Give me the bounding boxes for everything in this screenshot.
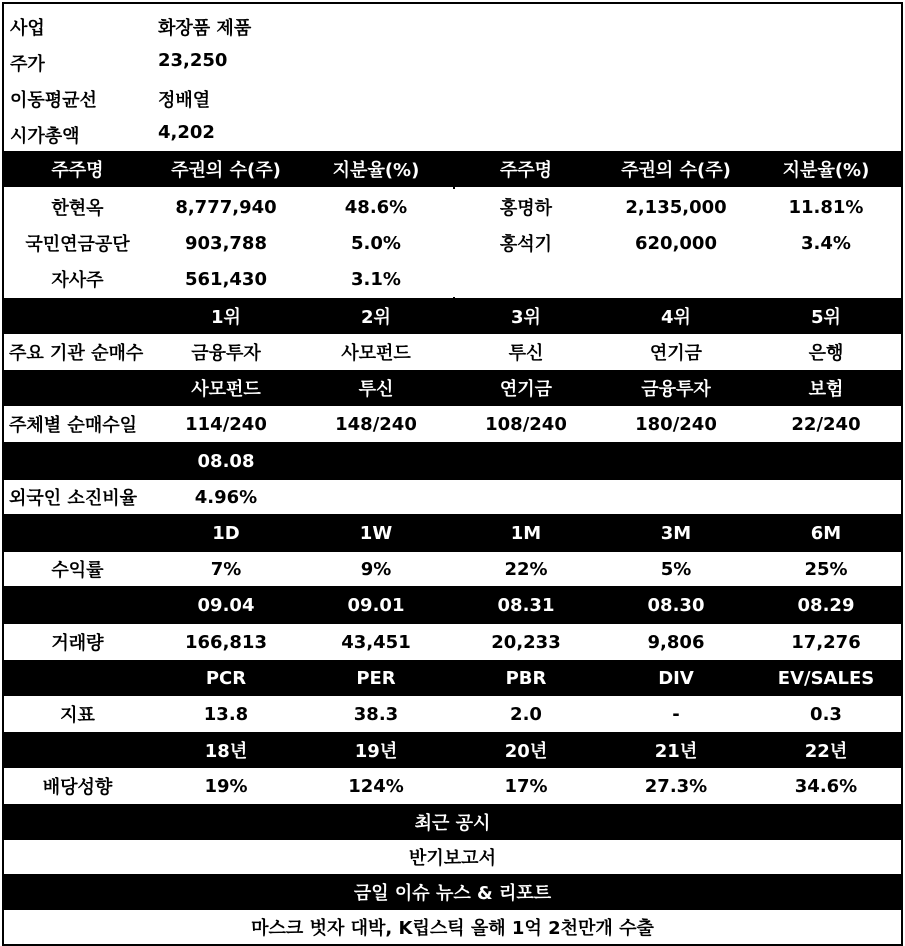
holder-shares: 561,430: [185, 268, 267, 290]
foreign-date: 08.08: [197, 450, 255, 472]
volume-header: 09.04: [197, 594, 255, 616]
news-headline: 마스크 벗자 대박, K립스틱 올해 1억 2천만개 수출: [251, 918, 654, 939]
volume-header-row: [4, 586, 901, 624]
disclosure-header-row: [4, 804, 901, 840]
dividend-header: 22년: [804, 741, 848, 762]
volume-value: 166,813: [185, 631, 267, 653]
entity-header: 투신: [358, 379, 394, 400]
returns-value: 9%: [360, 558, 392, 580]
returns-value: 22%: [504, 558, 548, 580]
dividend-header-row: [4, 732, 901, 768]
returns-header-row: [4, 514, 901, 552]
moving-average-value: 정배열: [158, 90, 211, 111]
holder-ratio: 5.0%: [351, 232, 401, 254]
holder-name: 자사주: [51, 270, 104, 291]
holder-name-header-2: 주주명: [499, 160, 553, 181]
returns-row: [4, 552, 901, 586]
stock-summary-table: [2, 2, 903, 946]
dividend-value: 19%: [204, 775, 248, 797]
metrics-value: -: [672, 703, 680, 725]
metrics-value: 13.8: [203, 703, 249, 725]
volume-value: 43,451: [341, 631, 411, 653]
dividend-value: 27.3%: [644, 775, 708, 797]
holders-header-row: [4, 151, 901, 187]
holder-shares-header-2: 주권의 수(주): [621, 160, 731, 181]
entity-header-row: [4, 370, 901, 406]
metrics-row: [4, 696, 901, 732]
news-row: [4, 910, 901, 944]
holders-row: [4, 225, 901, 261]
foreign-row: [4, 480, 901, 514]
volume-header: 08.31: [497, 594, 555, 616]
business-label: 사업: [10, 18, 45, 39]
foreign-value: 4.96%: [194, 486, 258, 508]
dividend-value: 34.6%: [794, 775, 858, 797]
holder-ratio-header-2: 지분율(%): [782, 160, 870, 181]
holder-ratio: 3.4%: [801, 232, 851, 254]
returns-header: 3M: [660, 522, 692, 544]
info-block: [4, 4, 901, 150]
market-cap-value: 4,202: [158, 122, 215, 143]
returns-label: 수익률: [51, 560, 104, 581]
volume-value: 9,806: [647, 631, 705, 653]
disclosure-value: 반기보고서: [409, 848, 496, 869]
holder-shares-header: 주권의 수(주): [171, 160, 281, 181]
rank-value: 금융투자: [191, 343, 261, 364]
news-title: 금일 이슈 뉴스 & 리포트: [353, 883, 552, 904]
holder-name: 홍명하: [499, 198, 553, 219]
dividend-label: 배당성향: [42, 777, 113, 798]
returns-value: 5%: [660, 558, 692, 580]
rank-value: 투신: [508, 343, 544, 364]
rank-header: 5위: [811, 307, 841, 328]
price-value: 23,250: [158, 50, 228, 71]
metrics-header: DIV: [658, 667, 694, 689]
rank-header: 4위: [661, 307, 691, 328]
holder-shares: 2,135,000: [625, 196, 727, 218]
volume-value: 20,233: [491, 631, 561, 653]
holder-name: 한현옥: [51, 198, 104, 219]
holder-ratio: 3.1%: [351, 268, 401, 290]
entity-value: 148/240: [335, 413, 417, 435]
entity-row: [4, 406, 901, 442]
metrics-label: 지표: [60, 705, 95, 726]
dividend-header: 20년: [504, 741, 548, 762]
entity-header: 금융투자: [641, 379, 711, 400]
volume-header: 08.29: [797, 594, 855, 616]
volume-header: 09.01: [347, 594, 405, 616]
volume-label: 거래량: [51, 633, 104, 654]
entity-header: 사모펀드: [191, 379, 261, 400]
metrics-value: 38.3: [353, 703, 399, 725]
returns-header: 1D: [212, 522, 240, 544]
rank-value: 은행: [808, 343, 844, 364]
volume-value: 17,276: [791, 631, 861, 653]
returns-header: 6M: [810, 522, 842, 544]
returns-value: 25%: [804, 558, 848, 580]
holder-shares: 903,788: [185, 232, 267, 254]
dividend-header: 21년: [654, 741, 698, 762]
dividend-value: 124%: [348, 775, 404, 797]
rank-value: 사모펀드: [341, 343, 411, 364]
entity-header: 보험: [808, 379, 844, 400]
metrics-header: PER: [356, 667, 396, 689]
holder-name: 국민연금공단: [25, 234, 130, 255]
holder-name: 홍석기: [499, 234, 553, 255]
market-cap-label: 시가총액: [10, 126, 80, 147]
business-value: 화장품 제품: [158, 18, 252, 39]
dividend-header: 18년: [204, 741, 248, 762]
entity-value: 22/240: [791, 413, 861, 435]
foreign-header-row: [4, 442, 901, 480]
holder-ratio-header: 지분율(%): [332, 160, 420, 181]
rank-header: 1위: [211, 307, 241, 328]
metrics-header: PCR: [205, 667, 247, 689]
dividend-header: 19년: [354, 741, 398, 762]
volume-header: 08.30: [647, 594, 705, 616]
disclosure-title: 최근 공시: [414, 813, 491, 834]
rank-header-row: [4, 298, 901, 334]
moving-average-label: 이동평균선: [10, 90, 97, 111]
holders-row: [4, 261, 901, 297]
holder-name-header: 주주명: [51, 160, 104, 181]
foreign-label: 외국인 소진비율: [9, 488, 137, 509]
disclosure-row: [4, 840, 901, 874]
returns-header: 1M: [510, 522, 542, 544]
price-label: 주가: [10, 54, 45, 75]
metrics-header: EV/SALES: [777, 667, 875, 689]
rank-header: 3위: [511, 307, 541, 328]
entity-value: 108/240: [485, 413, 567, 435]
entity-value: 114/240: [185, 413, 267, 435]
holders-row: [4, 189, 901, 225]
entity-header: 연기금: [499, 379, 553, 400]
volume-row: [4, 624, 901, 660]
rank-header: 2위: [361, 307, 391, 328]
entity-label: 주체별 순매수일: [9, 415, 137, 436]
dividend-value: 17%: [504, 775, 548, 797]
holder-shares: 620,000: [635, 232, 717, 254]
holder-ratio: 11.81%: [788, 196, 864, 218]
metrics-header-row: [4, 660, 901, 696]
rank-label: 주요 기관 순매수: [9, 343, 144, 364]
metrics-value: 2.0: [510, 703, 542, 725]
returns-header: 1W: [359, 522, 393, 544]
holder-shares: 8,777,940: [175, 196, 277, 218]
rank-value: 연기금: [649, 343, 703, 364]
returns-value: 7%: [210, 558, 242, 580]
metrics-header: PBR: [505, 667, 547, 689]
holder-ratio: 48.6%: [344, 196, 408, 218]
news-header-row: [4, 874, 901, 910]
entity-value: 180/240: [635, 413, 717, 435]
rank-row: [4, 334, 901, 370]
dividend-row: [4, 768, 901, 804]
metrics-value: 0.3: [810, 703, 842, 725]
